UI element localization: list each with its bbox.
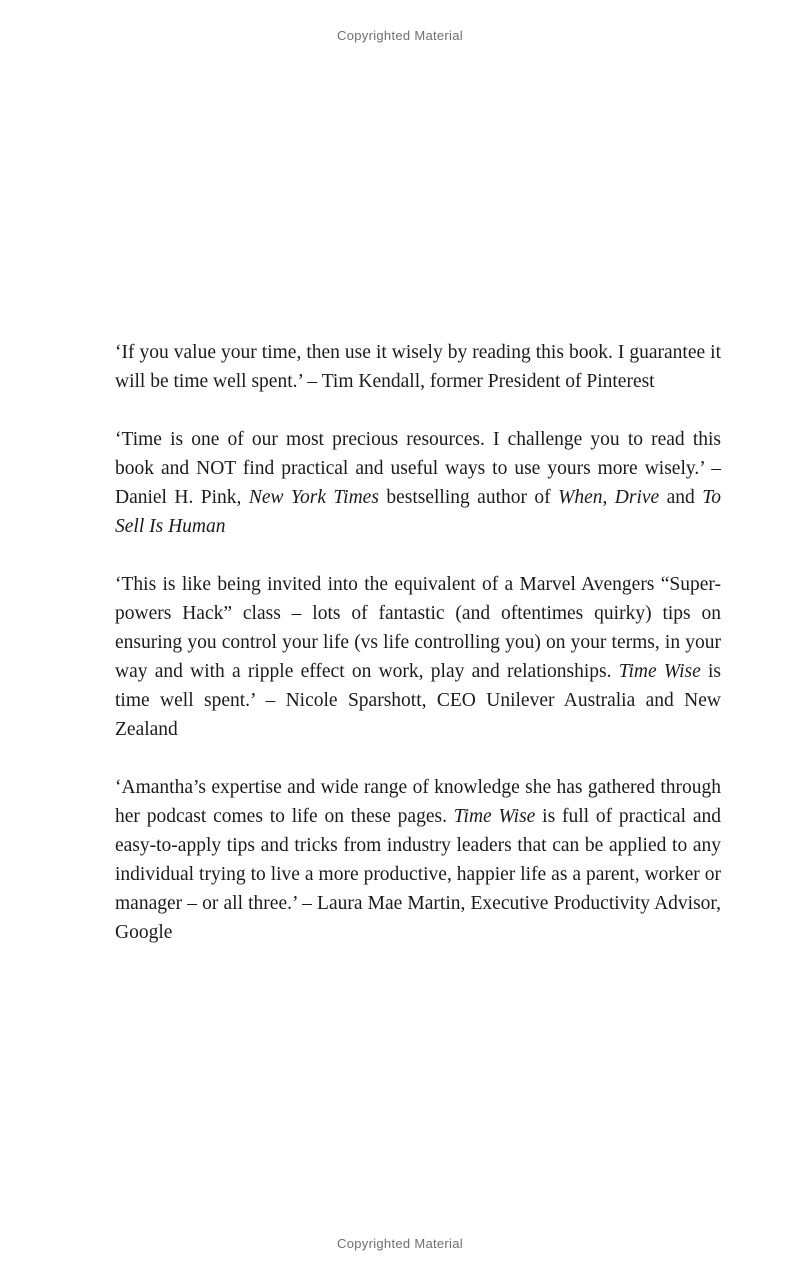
- praise-paragraph-nicole-sparshott: ‘This is like being invited into the equivalent of a Marvel Avengers “Super-powers Hack” class – lots of fantastic (and oftentimes quirky) tips on ensuring you control your life (vs life controlling you) on your terms, in your way and with a ripple effect on work, play and relationships. Time Wise is time well spent.’ – Nicole Sparshott, CEO Unilever Australia and New Zealand: [115, 574, 721, 740]
- copyright-watermark-top: Copyrighted Material: [337, 28, 463, 43]
- praise-paragraph-daniel-pink: ‘Time is one of our most precious resources. I challenge you to read this book and NOT find practical and useful ways to use yours more wisely.’ – Daniel H. Pink, New York Times bestselling author of When, Drive and To Sell Is Human: [115, 429, 721, 537]
- praise-paragraph-tim-kendall: ‘If you value your time, then use it wisely by reading this book. I guarantee it will be time well spent.’ – Tim Kendall, former President of Pinterest: [115, 342, 721, 392]
- praise-quotes-block: [115, 338, 721, 947]
- praise-paragraph-laura-mae-martin: ‘Amantha’s expertise and wide range of knowledge she has gathered through her podcast comes to life on these pages. Time Wise is full of practical and easy-to-apply tips and tricks from industry leaders that can be applied to any individual trying to live a more productive, happier life as a parent, worker or manager – or all three.’ – Laura Mae Martin, Executive Productivity Advisor, Google: [115, 777, 721, 943]
- copyright-watermark-bottom: Copyrighted Material: [337, 1236, 463, 1251]
